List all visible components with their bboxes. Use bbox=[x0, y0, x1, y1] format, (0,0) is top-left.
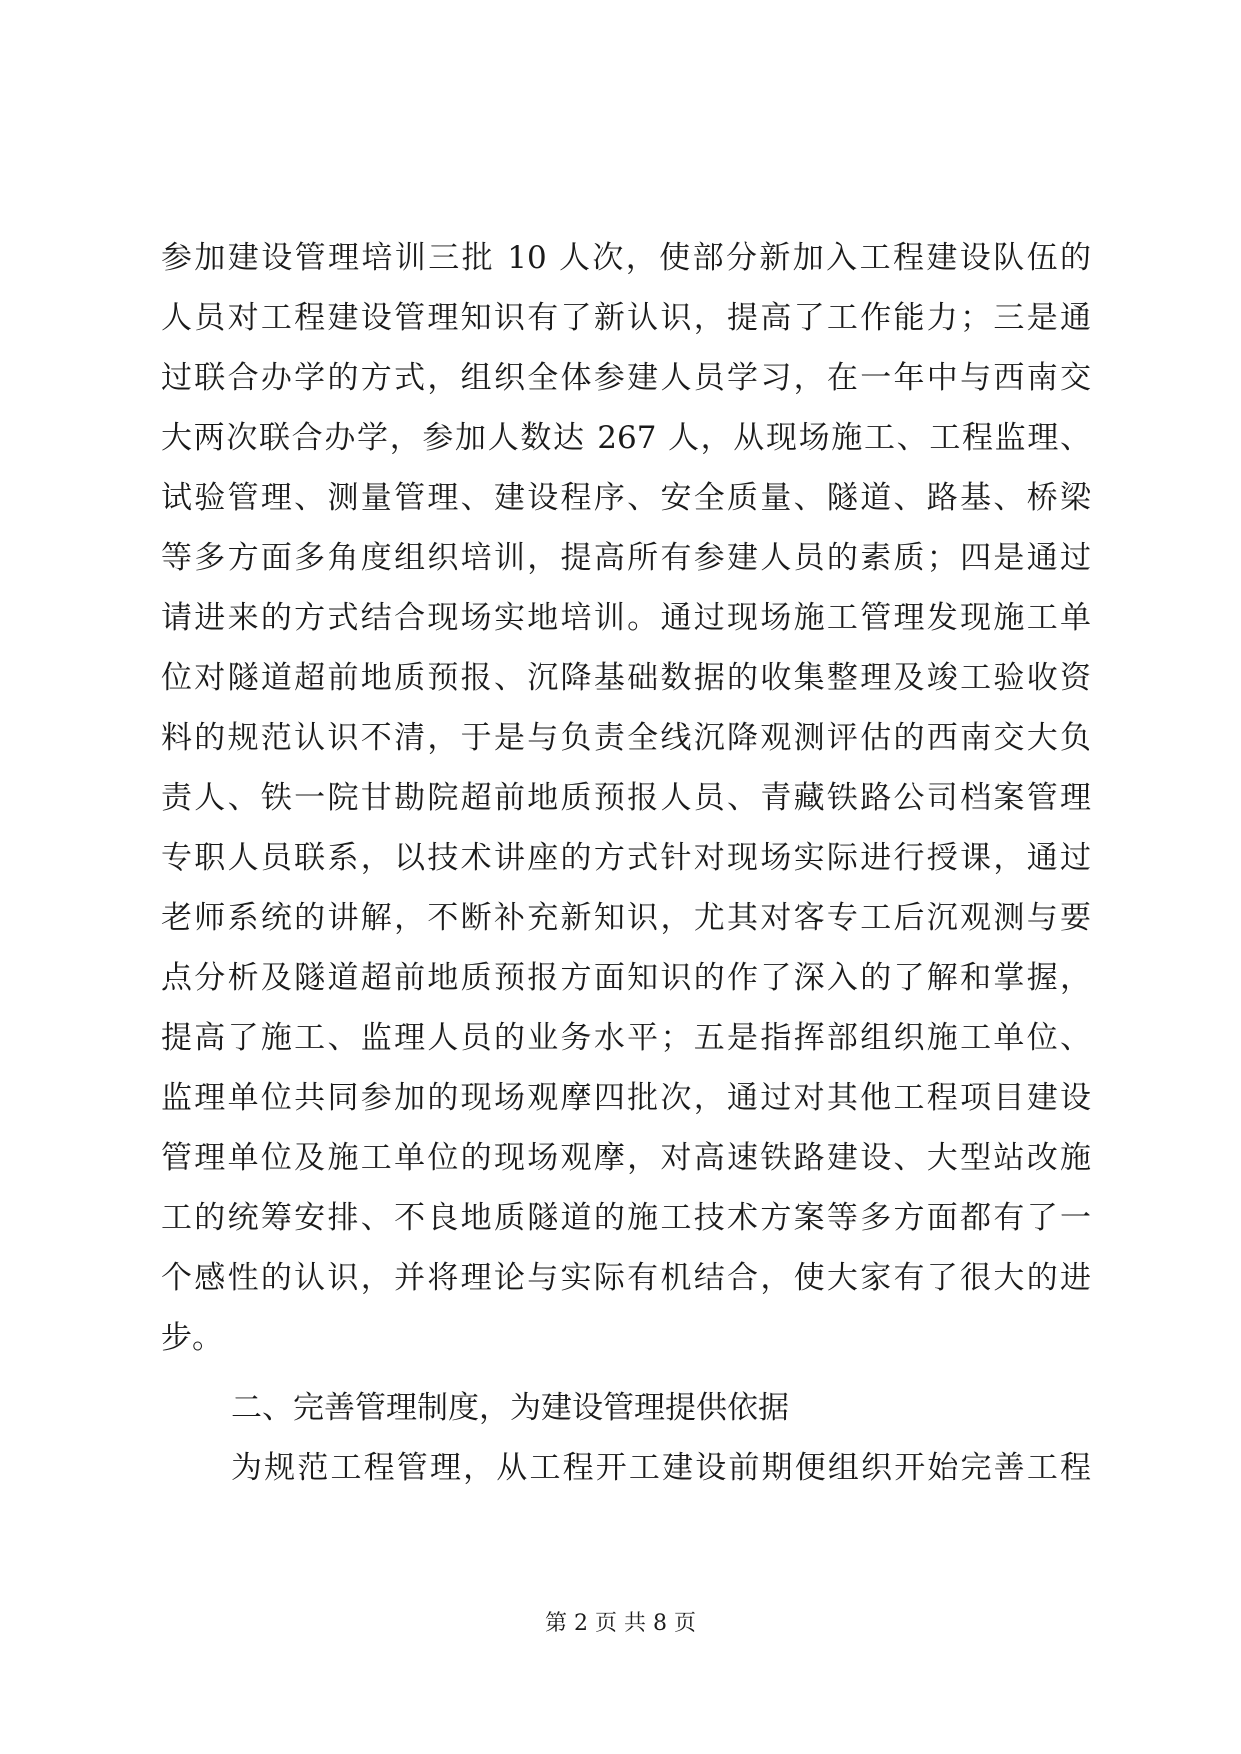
text-line: 请进来的方式结合现场实地培训。通过现场施工管理发现施工单 bbox=[161, 600, 1091, 636]
text-line: 人员对工程建设管理知识有了新认识，提高了工作能力；三是通 bbox=[161, 300, 1091, 336]
text-line: 大两次联合办学，参加人数达 267 人，从现场施工、工程监理、 bbox=[161, 420, 1091, 456]
text-line: 试验管理、测量管理、建设程序、安全质量、隧道、路基、桥梁 bbox=[161, 480, 1091, 516]
text-line: 步。 bbox=[161, 1320, 223, 1356]
section-heading: 二、完善管理制度，为建设管理提供依据 bbox=[231, 1390, 789, 1426]
text-line: 位对隧道超前地质预报、沉降基础数据的收集整理及竣工验收资 bbox=[161, 660, 1091, 696]
document-body bbox=[161, 228, 1091, 1498]
text-line: 专职人员联系，以技术讲座的方式针对现场实际进行授课，通过 bbox=[161, 840, 1091, 876]
text-line: 提高了施工、监理人员的业务水平；五是指挥部组织施工单位、 bbox=[161, 1020, 1091, 1056]
text-line: 等多方面多角度组织培训，提高所有参建人员的素质；四是通过 bbox=[161, 540, 1091, 576]
text-line: 管理单位及施工单位的现场观摩，对高速铁路建设、大型站改施 bbox=[161, 1140, 1091, 1176]
text-line: 点分析及隧道超前地质预报方面知识的作了深入的了解和掌握， bbox=[161, 960, 1091, 996]
paragraph-2: 为规范工程管理，从工程开工建设前期便组织开始完善工程 bbox=[231, 1450, 1091, 1486]
text-line: 工的统筹安排、不良地质隧道的施工技术方案等多方面都有了一 bbox=[161, 1200, 1091, 1236]
text-line: 过联合办学的方式，组织全体参建人员学习，在一年中与西南交 bbox=[161, 360, 1091, 396]
text-line: 料的规范认识不清，于是与负责全线沉降观测评估的西南交大负 bbox=[161, 720, 1091, 756]
page-footer: 第 2 页 共 8 页 bbox=[545, 1611, 696, 1636]
text-line: 个感性的认识，并将理论与实际有机结合，使大家有了很大的进 bbox=[161, 1260, 1091, 1296]
text-line: 参加建设管理培训三批 10 人次，使部分新加入工程建设队伍的 bbox=[161, 240, 1091, 276]
paragraph-1 bbox=[161, 228, 1091, 1368]
text-line: 责人、铁一院甘勘院超前地质预报人员、青藏铁路公司档案管理 bbox=[161, 780, 1091, 816]
text-line: 老师系统的讲解，不断补充新知识，尤其对客专工后沉观测与要 bbox=[161, 900, 1091, 936]
text-line: 监理单位共同参加的现场观摩四批次，通过对其他工程项目建设 bbox=[161, 1080, 1091, 1116]
